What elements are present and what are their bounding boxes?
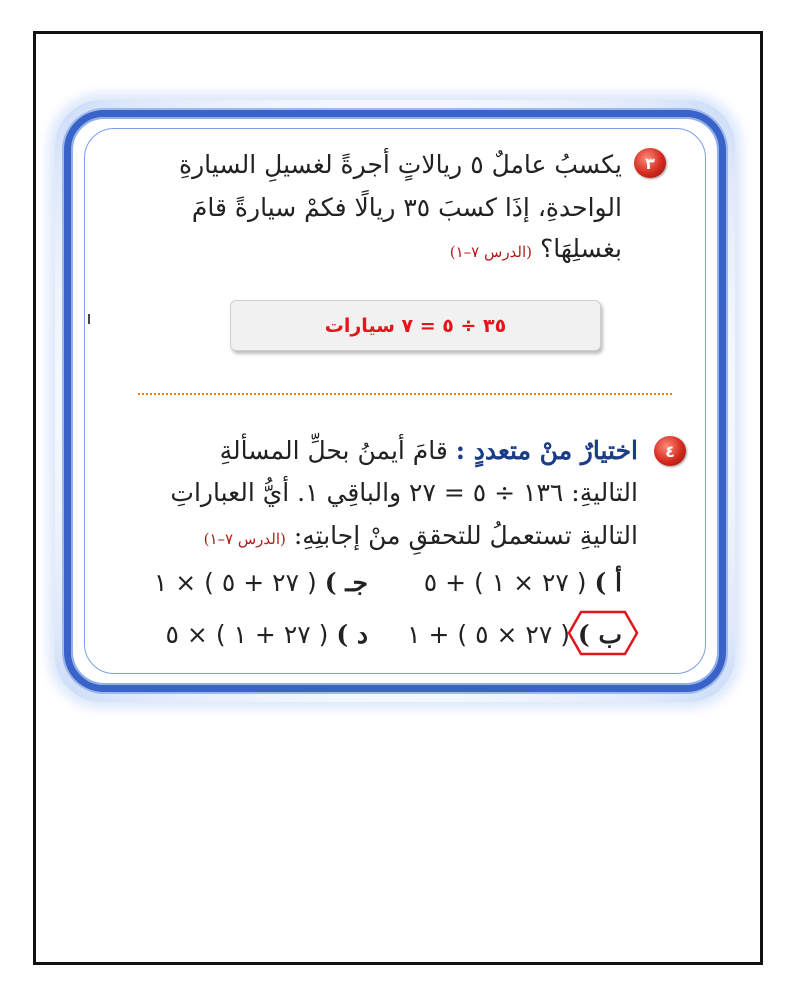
option-a[interactable] <box>424 568 622 597</box>
margin-mark <box>88 314 90 324</box>
question-3-line-2: الواحدةِ، إذَا كسبَ ٣٥ ريالًا فكمْ سيارةً قامَ <box>191 193 622 222</box>
question-number: ٣ <box>645 153 655 173</box>
question-number: ٤ <box>665 441 675 461</box>
question-3-line-1: يكسبُ عاملٌ ٥ ريالاتٍ أجرةً لغسيلِ السيارةِ <box>179 150 622 179</box>
option-d-letter: د ) <box>336 620 368 649</box>
dotted-divider <box>138 393 672 395</box>
question-number-badge <box>654 436 686 466</box>
option-b-expression: ( ٢٧ × ٥ ) + ١ <box>407 620 570 649</box>
question-4-text-start: قامَ أيمنُ بحلِّ المسألةِ <box>219 436 448 465</box>
question-4-text-end: التاليةِ تستعملُ للتحققِ منْ إجابتِهِ: <box>293 521 638 550</box>
question-3-line-3 <box>450 234 622 263</box>
lesson-reference: (الدرس ٧–١) <box>449 243 533 261</box>
question-number-badge <box>634 148 666 178</box>
option-a-letter: أ ) <box>594 568 622 597</box>
option-c-letter: جـ ) <box>324 568 368 597</box>
option-d[interactable] <box>166 620 368 649</box>
option-c[interactable] <box>154 568 368 597</box>
option-d-expression: ( ٢٧ + ١ ) × ٥ <box>165 620 329 649</box>
option-b[interactable] <box>407 620 622 649</box>
answer-text: ٣٥ ÷ ٥ = ٧ سيارات <box>324 314 507 337</box>
lesson-reference: (الدرس ٧–١) <box>203 530 286 548</box>
question-4-line-2: التاليةِ: ١٣٦ ÷ ٥ = ٢٧ والباقِي ١. أيُّ العباراتِ <box>170 478 638 507</box>
option-b-letter: ب ) <box>577 620 622 649</box>
question-3-text-end: بغسلِهَا؟ <box>539 234 622 263</box>
question-4-line-1 <box>220 436 638 465</box>
question-4-line-3 <box>204 521 638 550</box>
multiple-choice-title: اختيارٌ منْ متعددٍ : <box>455 436 638 465</box>
option-a-expression: ( ٢٧ × ١ ) + ٥ <box>423 568 587 597</box>
option-c-expression: ( ٢٧ + ٥ ) × ١ <box>153 568 317 597</box>
answer-box <box>230 300 601 351</box>
